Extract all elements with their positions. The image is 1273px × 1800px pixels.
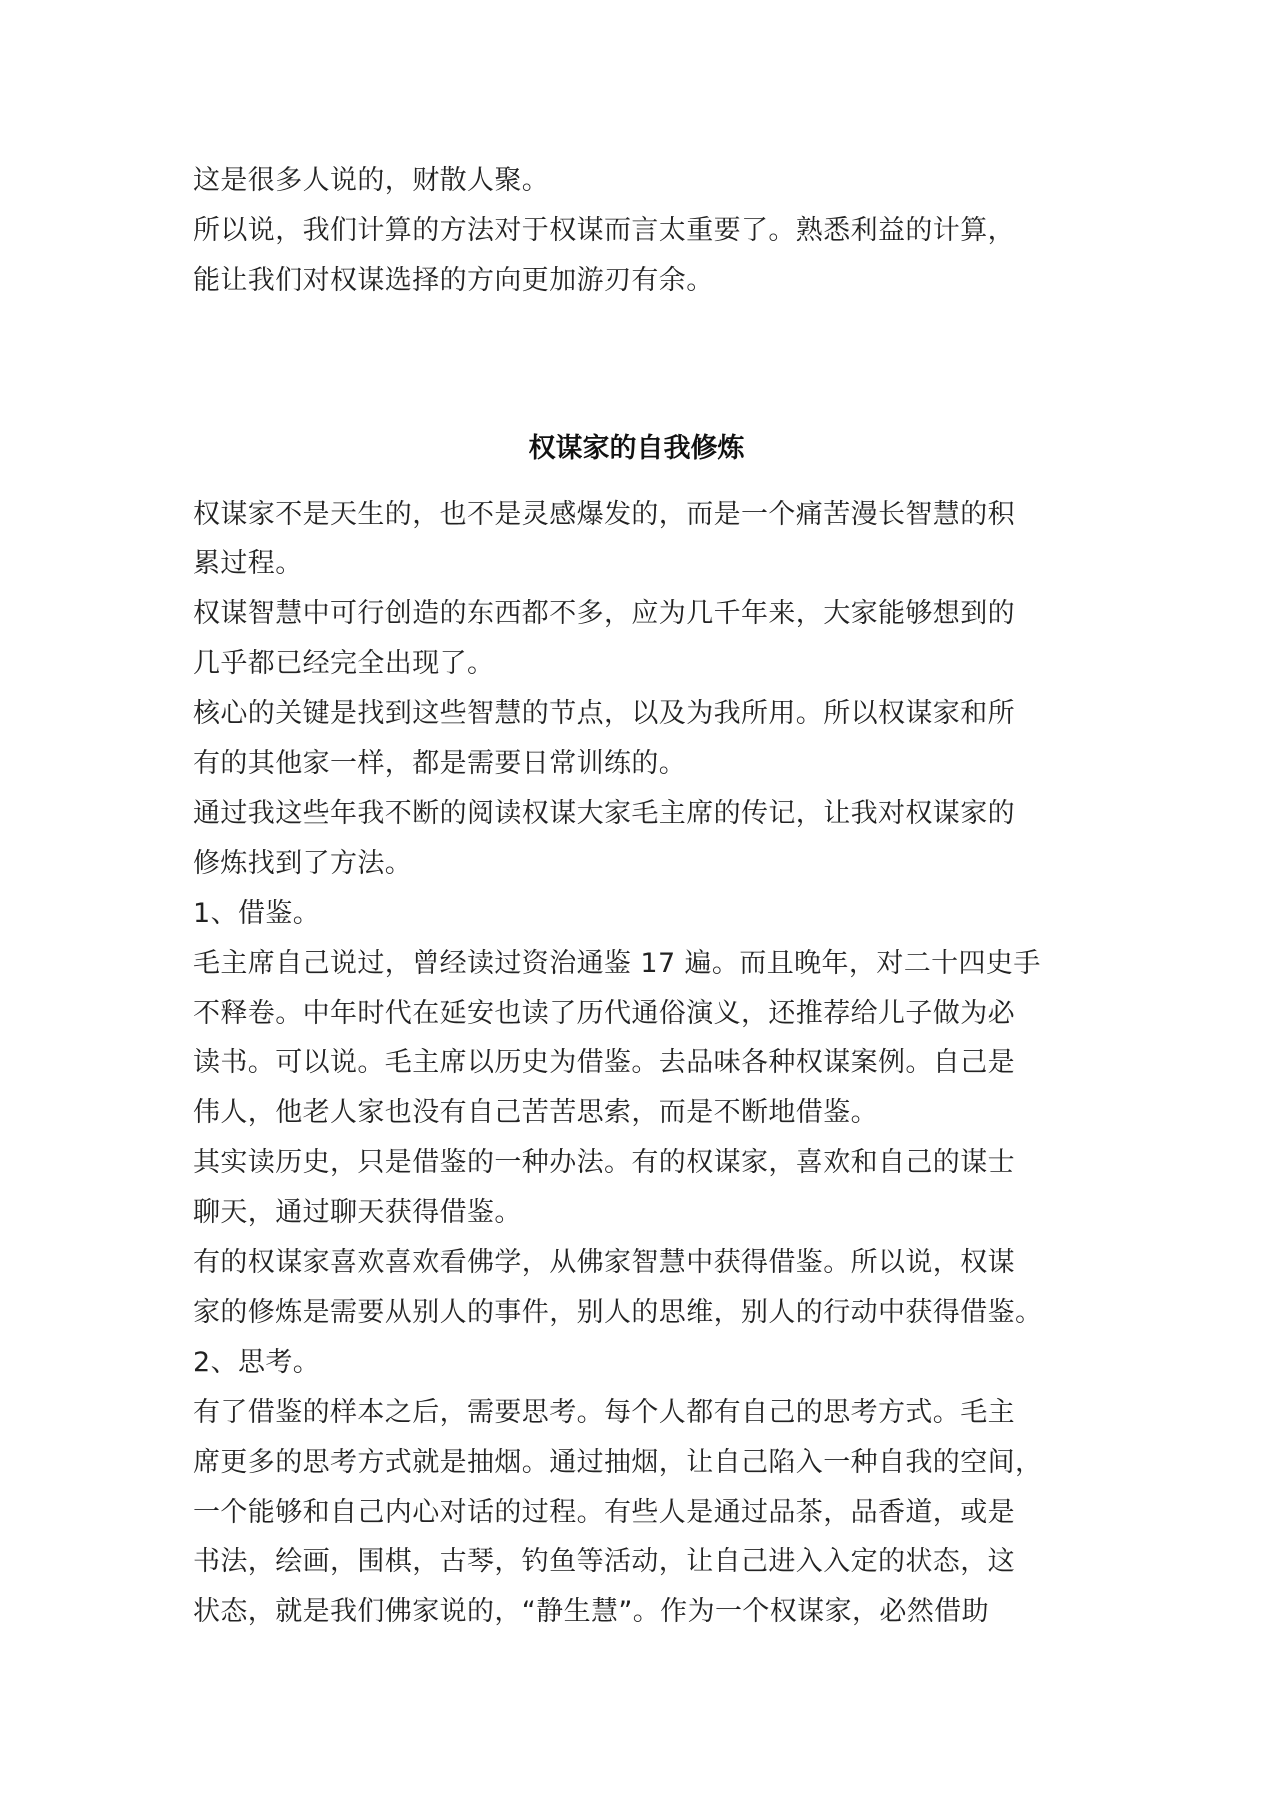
section-title: 权谋家的自我修炼 — [528, 433, 745, 464]
text-line: 读书。可以说。毛主席以历史为借鉴。去品味各种权谋案例。自己是 — [193, 1047, 1015, 1078]
text-line: 几乎都已经完全出现了。 — [193, 648, 495, 679]
text-line: 毛主席自己说过，曾经读过资治通鉴 17 遍。而且晚年，对二十四史手 — [193, 948, 1041, 979]
text-line: 其实读历史，只是借鉴的一种办法。有的权谋家，喜欢和自己的谋士 — [193, 1147, 1015, 1178]
text-line: 修炼找到了方法。 — [193, 848, 413, 879]
text-line: 这是很多人说的，财散人聚。 — [193, 165, 550, 196]
text-line: 书法，绘画，围棋，古琴，钓鱼等活动，让自己进入入定的状态，这 — [193, 1546, 1015, 1577]
text-line: 状态，就是我们佛家说的，“静生慧”。作为一个权谋家，必然借助 — [193, 1596, 989, 1627]
text-line: 有了借鉴的样本之后，需要思考。每个人都有自己的思考方式。毛主 — [193, 1397, 1015, 1428]
text-line: 席更多的思考方式就是抽烟。通过抽烟，让自己陷入一种自我的空间， — [193, 1447, 1043, 1478]
text-line: 核心的关键是找到这些智慧的节点，以及为我所用。所以权谋家和所 — [193, 698, 1015, 729]
list-heading: 2、思考。 — [193, 1347, 321, 1378]
text-line: 权谋家不是天生的，也不是灵感爆发的，而是一个痛苦漫长智慧的积 — [193, 499, 1015, 530]
text-line: 权谋智慧中可行创造的东西都不多，应为几千年来，大家能够想到的 — [193, 598, 1015, 629]
text-line: 不释卷。中年时代在延安也读了历代通俗演义，还推荐给儿子做为必 — [193, 998, 1015, 1029]
text-line: 所以说，我们计算的方法对于权谋而言太重要了。熟悉利益的计算， — [193, 215, 1015, 246]
text-line: 伟人，他老人家也没有自己苦苦思索，而是不断地借鉴。 — [193, 1097, 878, 1128]
text-line: 一个能够和自己内心对话的过程。有些人是通过品茶，品香道，或是 — [193, 1497, 1015, 1528]
text-line: 能让我们对权谋选择的方向更加游刃有余。 — [193, 265, 714, 296]
text-line: 聊天，通过聊天获得借鉴。 — [193, 1197, 522, 1228]
text-line: 有的权谋家喜欢喜欢看佛学，从佛家智慧中获得借鉴。所以说，权谋 — [193, 1247, 1015, 1278]
list-heading: 1、借鉴。 — [193, 898, 321, 929]
text-line: 有的其他家一样，都是需要日常训练的。 — [193, 748, 687, 779]
text-line: 通过我这些年我不断的阅读权谋大家毛主席的传记，让我对权谋家的 — [193, 798, 1015, 829]
text-line: 累过程。 — [193, 548, 303, 579]
text-line: 家的修炼是需要从别人的事件，别人的思维，别人的行动中获得借鉴。 — [193, 1297, 1043, 1328]
